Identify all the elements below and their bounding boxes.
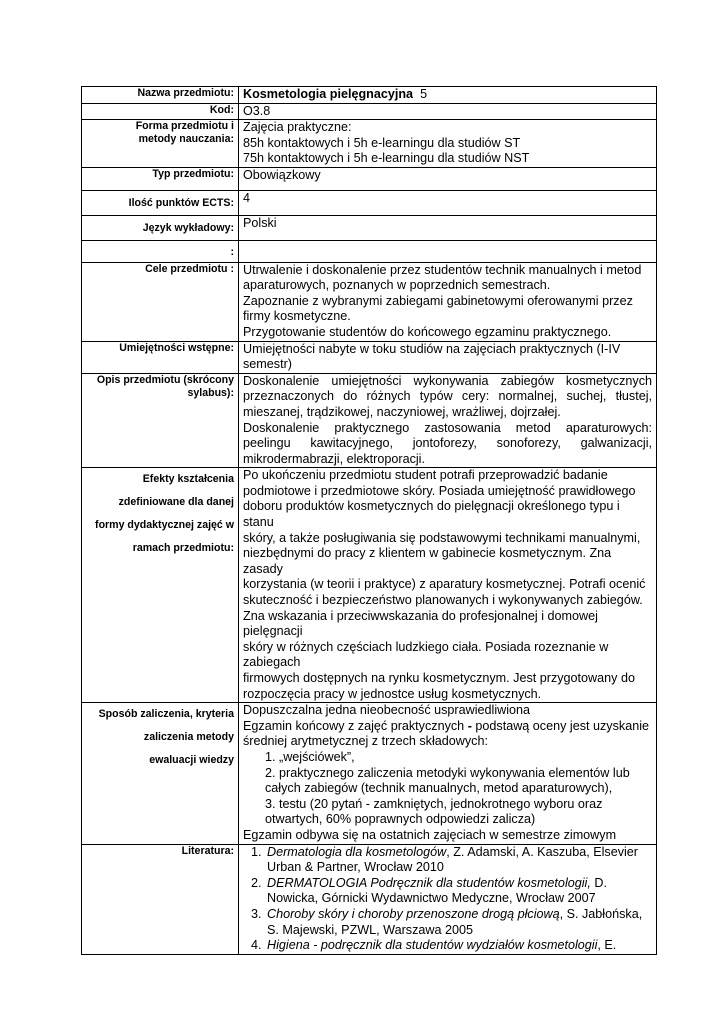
type-label: Typ przedmiotu: bbox=[82, 167, 239, 190]
language-label: Język wykładowy: bbox=[82, 215, 239, 240]
outcomes-line-5: niezbędnymi do pracy z klientem w gabinecie kosmetycznym. Zna zasady bbox=[243, 546, 612, 576]
outcomes-line-8: Zna wskazania i przeciwwskazania do profesjonalnej i domowej pielęgnacji bbox=[243, 608, 598, 639]
row-subject-name bbox=[82, 87, 657, 104]
outcomes-line-1: Po ukończeniu przedmiotu student potrafi przeprowadzić badanie bbox=[243, 468, 608, 483]
literature-value bbox=[239, 844, 657, 954]
literature-item-title: Higiena - podręcznik dla studentów wydziałów kosmetologii bbox=[267, 938, 598, 953]
row-type bbox=[82, 167, 657, 190]
literature-item bbox=[265, 907, 652, 938]
syllabus-table bbox=[81, 86, 657, 955]
goals-line-3: Zapoznanie z wybranymi zabiegami gabinetowymi oferowanymi przez bbox=[243, 293, 633, 308]
row-empty bbox=[82, 240, 657, 262]
goals-line-1: Utrwalenie i doskonalenie przez studentów technik manualnych i metod bbox=[243, 262, 642, 277]
assessment-line-2a: Egzamin końcowy z zajęć praktycznych bbox=[243, 718, 468, 733]
outcomes-label bbox=[82, 468, 239, 703]
goals-value bbox=[239, 262, 657, 341]
literature-item-title: Choroby skóry i choroby przenoszone drogą płciową bbox=[267, 906, 560, 921]
outcomes-line-4: skóry, a także posługiwania się podstawowymi technikami manualnymi, bbox=[243, 530, 641, 545]
outcomes-line-2: podmiotowe i przedmiotowe skóry. Posiada umiejętność prawidłowego bbox=[243, 483, 636, 498]
ects-value: 4 bbox=[239, 190, 657, 215]
form-line-2: 85h kontaktowych i 5h e-learningu dla studiów ST bbox=[243, 135, 521, 150]
form-line-3: 75h kontaktowych i 5h e-learningu dla studiów NST bbox=[243, 151, 530, 166]
prerequisites-label: Umiejętności wstępne: bbox=[82, 341, 239, 373]
row-assessment bbox=[82, 703, 657, 844]
outcomes-line-11: rozpoczęcia pracy w jednostce usług kosmetycznych. bbox=[243, 686, 542, 701]
literature-item-title: DERMATOLOGIA Podręcznik dla studentów kosmetologii, bbox=[267, 875, 591, 890]
goals-line-5: Przygotowanie studentów do końcowego egzaminu praktycznego. bbox=[243, 324, 612, 339]
outcomes-line-9: skóry w różnych częściach ludzkiego ciała. Posiada rozeznanie w zabiegach bbox=[243, 639, 609, 670]
description-value bbox=[239, 373, 657, 468]
row-description bbox=[82, 373, 657, 468]
assessment-label-line-2: zaliczenia metody bbox=[143, 731, 234, 744]
row-language bbox=[82, 215, 657, 240]
goals-line-4: firmy kosmetyczne. bbox=[243, 309, 351, 324]
prerequisites-value bbox=[239, 341, 657, 373]
description-label-line-1: Opis przedmiotu (skrócony bbox=[96, 373, 234, 386]
assessment-item-2a: 2. praktycznego zaliczenia metodyki wykonywania elementów lub bbox=[265, 765, 630, 780]
description-text-2: Doskonalenie praktycznego zastosowania metod aparaturowych: peelingu kawitacyjnego, jontoforezy, sonoforezy, galwanizacji, mikrodermabrazji, elektroporacji. bbox=[243, 420, 652, 466]
assessment-line-last: Egzamin odbywa się na ostatnich zajęciach w semestrze zimowym bbox=[243, 827, 617, 842]
prerequisites-line-2: semestr) bbox=[243, 357, 292, 372]
assessment-line-3: średniej arytmetycznej z trzech składowych: bbox=[243, 734, 488, 749]
outcomes-label-line-4: ramach przedmiotu: bbox=[132, 542, 234, 555]
assessment-dash: - bbox=[467, 718, 472, 733]
outcomes-label-line-1: Efekty kształcenia bbox=[142, 473, 234, 486]
assessment-item-3a: 3. testu (20 pytań - zamkniętych, jednokrotnego wyboru oraz bbox=[265, 796, 603, 811]
literature-item-rest: D. Nowicka, Górnicki Wydawnictwo Medyczne, Wrocław 2007 bbox=[267, 875, 607, 906]
prerequisites-line-1: Umiejętności nabyte w toku studiów na zajęciach praktycznych (I-IV bbox=[243, 341, 621, 356]
subject-name-value bbox=[239, 87, 657, 104]
outcomes-line-10: firmowych dostępnych na rynku kosmetycznym. Jest przygotowany do bbox=[243, 671, 635, 685]
description-label bbox=[82, 373, 239, 468]
outcomes-label-line-3: formy dydaktycznej zajęć w bbox=[95, 519, 234, 532]
literature-item bbox=[265, 938, 652, 954]
empty-label: : bbox=[82, 240, 239, 262]
empty-value bbox=[239, 240, 657, 262]
assessment-line-1: Dopuszczalna jedna nieobecność usprawiedliwiona bbox=[243, 703, 531, 718]
form-label-line-2: metody nauczania: bbox=[138, 133, 234, 146]
outcomes-value bbox=[239, 468, 657, 703]
subject-name-label: Nazwa przedmiotu: bbox=[82, 87, 239, 104]
goals-label: Cele przedmiotu : bbox=[82, 262, 239, 341]
goals-line-2: aparaturowych, poznanych w poprzednich semestrach. bbox=[243, 278, 551, 293]
literature-list bbox=[243, 845, 652, 954]
subject-number: 5 bbox=[420, 87, 428, 101]
assessment-value bbox=[239, 703, 657, 844]
code-label: Kod: bbox=[82, 103, 239, 120]
form-value bbox=[239, 120, 657, 168]
assessment-line-2 bbox=[243, 719, 652, 735]
literature-item-rest: , E. bbox=[597, 938, 617, 953]
literature-item bbox=[265, 876, 652, 907]
literature-item-rest: , Z. Adamski, A. Kaszuba, Elsevier Urban & Partner, Wrocław 2010 bbox=[267, 844, 638, 875]
description-label-line-2: sylabus): bbox=[187, 386, 234, 399]
outcomes-line-3: doboru produktów kosmetycznych do pielęgnacji określonego typu i stanu bbox=[243, 499, 620, 530]
row-prerequisites bbox=[82, 341, 657, 373]
literature-item bbox=[265, 845, 652, 876]
assessment-item-2b: całych zabiegów (technik manualnych, metod aparaturowych), bbox=[265, 781, 613, 796]
row-goals bbox=[82, 262, 657, 341]
assessment-label bbox=[82, 703, 239, 844]
row-code bbox=[82, 103, 657, 120]
literature-item-title: Dermatologia dla kosmetologów bbox=[267, 844, 447, 859]
type-value: Obowiązkowy bbox=[239, 167, 657, 190]
assessment-label-line-3: ewaluacji wiedzy bbox=[149, 754, 234, 767]
assessment-item-3b: otwartych, 60% poprawnych odpowiedzi zalicza) bbox=[265, 812, 536, 827]
code-value: O3.8 bbox=[239, 103, 657, 120]
form-label bbox=[82, 120, 239, 168]
row-literature bbox=[82, 844, 657, 954]
literature-item-rest: , S. Jabłońska, S. Majewski, PZWL, Warszawa 2005 bbox=[267, 906, 643, 937]
form-line-1: Zajęcia praktyczne: bbox=[243, 120, 352, 135]
outcomes-line-7: skuteczność i bezpieczeństwo planowanych i wykonywanych zabiegów. bbox=[243, 593, 643, 608]
row-form bbox=[82, 120, 657, 168]
row-outcomes bbox=[82, 468, 657, 703]
row-ects bbox=[82, 190, 657, 215]
ects-label: Ilość punktów ECTS: bbox=[82, 190, 239, 215]
literature-label: Literatura: bbox=[82, 844, 239, 954]
language-value: Polski bbox=[239, 215, 657, 240]
assessment-label-line-1: Sposób zaliczenia, kryteria bbox=[98, 708, 234, 721]
outcomes-line-6: korzystania (w teorii i praktyce) z aparatury kosmetycznej. Potrafi ocenić bbox=[243, 577, 646, 592]
assessment-line-2c: podstawą oceny jest uzyskanie bbox=[471, 718, 650, 733]
description-text-1: Doskonalenie umiejętności wykonywania zabiegów kosmetycznych przeznaczonych do różnych typów cery: normalnej, suchej, tłustej, mieszanej, trądzikowej, naczyniowej, wrażliwej, dojrzałej. bbox=[243, 373, 652, 419]
form-label-line-1: Forma przedmiotu i bbox=[135, 120, 234, 133]
outcomes-label-line-2: zdefiniowane dla danej bbox=[118, 496, 234, 509]
assessment-item-1: 1. „wejściówek”, bbox=[265, 749, 355, 764]
subject-title: Kosmetologia pielęgnacyjna bbox=[243, 87, 414, 101]
